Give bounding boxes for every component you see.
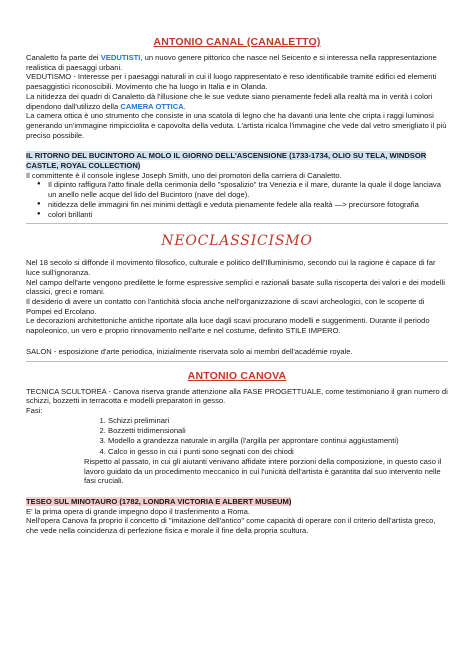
canova-steps-list bbox=[26, 416, 448, 457]
bucintoro-bullet-list bbox=[26, 180, 448, 219]
list-item: 3. Modello a grandezza naturale in argilla (l'argilla per approntare continui aggiustamenti) bbox=[108, 436, 448, 446]
canova-heading: ANTONIO CANOVA bbox=[187, 369, 287, 382]
canal-heading-wrap bbox=[26, 36, 448, 49]
canal-paragraph-camera: La camera ottica è uno strumento che consiste in una scatola di legno che ha davanti una lente che cripta i raggi luminosi generando un'immagine rimpicciolita e capovolta della veduta. L'artista ricalca l'immagine che vede dal vetro smerigliato il più preciso possibile. bbox=[26, 111, 447, 140]
bucintoro-title-wrap bbox=[26, 151, 448, 170]
canova-heading-wrap bbox=[26, 370, 448, 383]
canal-p1-text: Canaletto fa parte dei bbox=[26, 53, 101, 62]
canal-paragraph-vedutismo: VEDUTISMO - Interesse per i paesaggi naturali in cui il luogo rappresentato è reso identificabile tramite edifici ed elementi paesaggistici riconoscibili. Movimento che ha luogo in Italia e in Olanda. bbox=[26, 72, 437, 92]
neo-heading: NEOCLASSICISMO bbox=[161, 233, 313, 250]
teseo-paragraph-1: E' la prima opera di grande impegno dopo il trasferimento a Roma. bbox=[26, 506, 250, 516]
canal-paragraph-vedutisti bbox=[26, 53, 448, 72]
canal-paragraph-nitidezza bbox=[26, 92, 448, 111]
list-item: ● nitidezza delle immagini fin nei minimi dettagli e veduta pienamente fedele alla realtà —> precursore fotografia bbox=[48, 200, 448, 210]
bucintoro-intro: Il committente è il console inglese Joseph Smith, uno dei promotori della carriera di Canaletto. bbox=[26, 170, 342, 180]
list-item: ● Il dipinto raffigura l'atto finale della cerimonia dello "sposalizio" tra Venezia e il mare, durante la quale il doge lanciava un anello nelle acque del lido del Bucintoro (nave del doge). bbox=[48, 180, 448, 199]
canova-fasi-label: Fasi: bbox=[26, 405, 43, 415]
list-item: 1. Schizzi preliminari bbox=[108, 416, 448, 426]
list-item: ● colori brillanti bbox=[48, 210, 448, 220]
canova-paragraph-tecnica: TECNICA SCULTOREA - Canova riserva grande attenzione alla FASE PROGETTUALE, come testimoniano il gran numero di schizzi, bozzetti in terracotta e modelli preparatori in gesso. bbox=[26, 386, 448, 406]
neo-paragraph-salon: SALON - esposizione d'arte periodica, inizialmente riservata solo ai membri dell'académie royale. bbox=[26, 346, 353, 356]
neo-paragraph-1: Nel 18 secolo si diffonde il movimento filosofico, culturale e politico dell'Illuminismo, secondo cui la ragione è capace di far luce sull'ignoranza. bbox=[26, 258, 436, 277]
list-item: 2. Bozzetti tridimensionali bbox=[108, 426, 448, 436]
neo-heading-wrap bbox=[26, 232, 448, 250]
teseo-title-wrap bbox=[26, 497, 448, 507]
list-item: 4. Calco in gesso in cui i punti sono segnati con dei chiodi bbox=[108, 447, 448, 457]
canal-p3-text: La nitidezza dei quadri di Canaletto dà l'illusione che le sue vedute siano pienamente fedeli alla realtà ma in verità i colori dipendono dall'utilizzo della bbox=[26, 91, 433, 111]
bucintoro-title: IL RITORNO DEL BUCINTORO AL MOLO IL GIORNO DELL'ASCENSIONE (1733-1734, OLIO SU TELA, WINDSOR CASTLE, ROYAL COLLECTION) bbox=[26, 151, 427, 171]
teseo-title: TESEO SUL MINOTAURO (1782, LONDRA VICTORIA E ALBERT MUSEUM) bbox=[26, 496, 292, 506]
canal-p1-text-end: , un nuovo genere pittorico che nasce nel Seicento e si interessa nella rappresentazione realistica di paesaggi urbani. bbox=[26, 53, 437, 72]
teseo-paragraph-2: Nell'opera Canova fa proprio il concetto di "imitazione dell'antico" come capacità di operare con il criterio dell'artista greco, che vede nella coincidenza di perfezione fisica e morale il fine della propria scultura. bbox=[26, 516, 436, 536]
canova-paragraph-rispetto: Rispetto al passato, in cui gli aiutanti venivano affidate intere porzioni della composizione, in questo caso il lavoro guidato da un procedimento meccanico in cui l'unicità dell'artista è garantita dal suo intervento nelle fasi cruciali. bbox=[84, 456, 442, 486]
neo-paragraph-2: Nel campo dell'arte vengono predilette le forme espressive semplici e razionali basate sulla riscoperta dei valori e dei modelli classici, greci e romani. bbox=[26, 277, 445, 297]
neo-paragraph-4: Le decorazioni architettoniche antiche riportate alla luce dagli scavi procurano modelli e suggerimenti. Durante il periodo napoleonico, un vero e proprio rinnovamento nell'arte e nel costume, definito STILE IMPERO. bbox=[26, 316, 430, 336]
vedutisti-keyword: VEDUTISTI bbox=[100, 53, 141, 62]
neo-paragraph-3: Il desiderio di avere un contatto con l'antichità sfocia anche nell'organizzazione di scavi archeologici, con le scoperte di Pompei ed Ercolano. bbox=[26, 297, 425, 316]
canal-heading: ANTONIO CANAL (CANALETTO) bbox=[153, 36, 321, 48]
canal-p3-text-end: . bbox=[183, 101, 186, 111]
camera-ottica-keyword: CAMERA OTTICA bbox=[120, 101, 184, 111]
